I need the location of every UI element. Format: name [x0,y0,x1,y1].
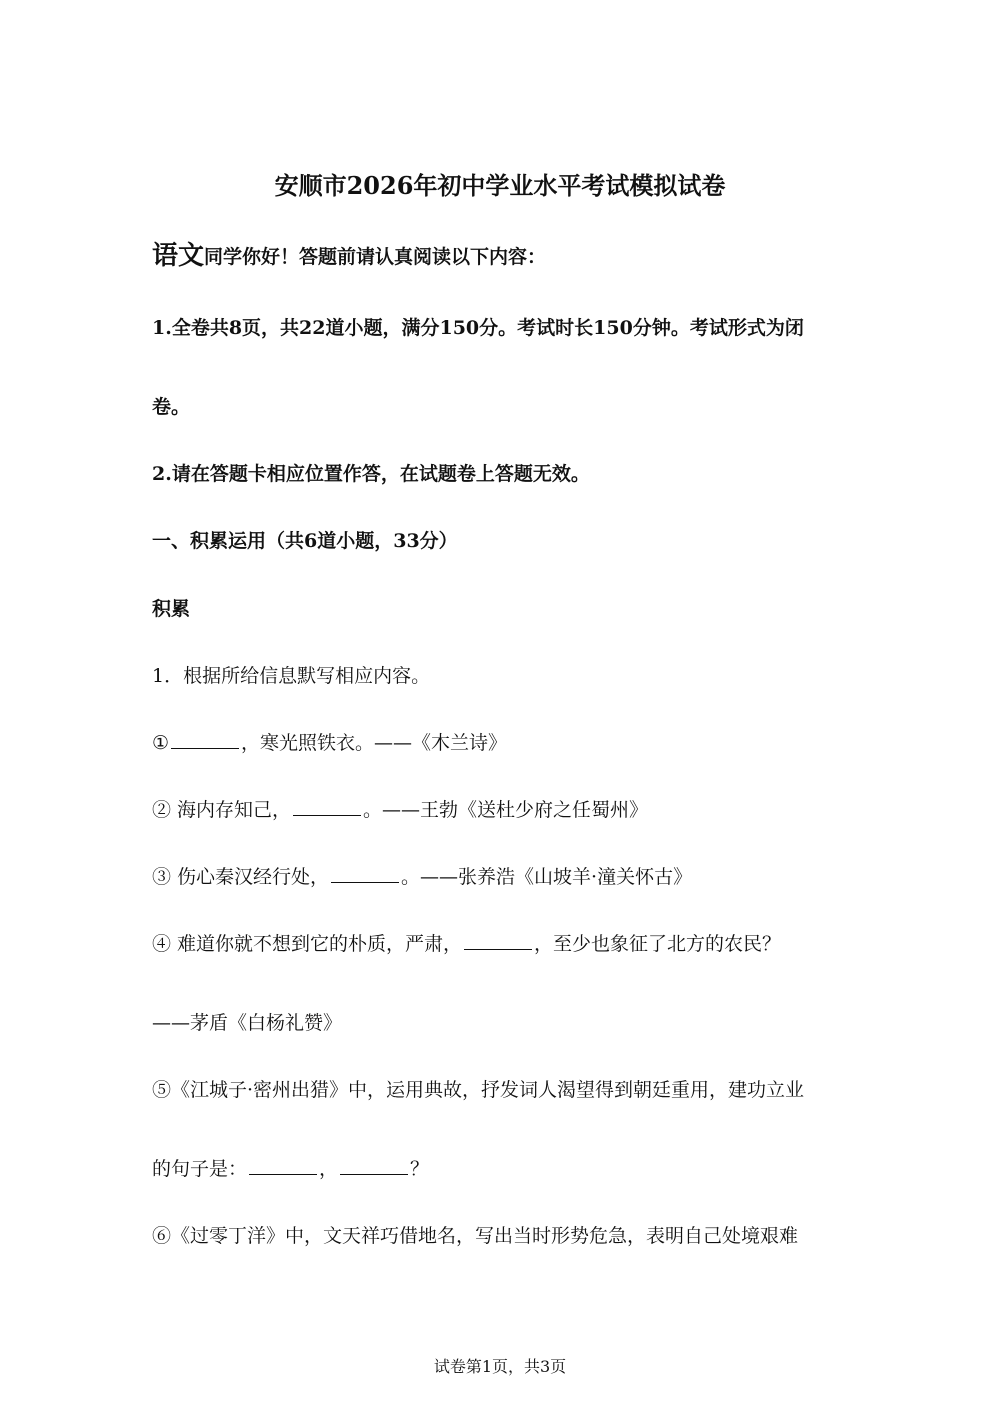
item-2-text-before: ② 海内存知己， [152,799,292,821]
item-5-text-before: 的句子是： [152,1158,248,1180]
answer-blank[interactable] [464,931,532,950]
note-1-line-2: 卷。 [152,396,191,418]
item-1 [152,730,507,756]
item-3-text-before: ③ 伤心秦汉经行处， [152,866,330,888]
item-3 [152,864,692,890]
item-4-text-after: ，至少也象征了北方的农民？ [534,933,782,955]
item-2 [152,797,648,823]
note-1-line-1: 1.全卷共8页，共22道小题，满分150分。考试时长150分钟。考试形式为闭 [152,317,804,339]
item-4 [152,931,781,957]
item-5-text-after: ？ [410,1158,430,1180]
item-5-line-2 [152,1156,429,1182]
item-4-text-before: ④ 难道你就不想到它的朴质，严肃， [152,933,463,955]
exam-title: 安顺市2026年初中学业水平考试模拟试卷 [274,171,726,200]
page-footer: 试卷第1页，共3页 [433,1357,567,1376]
greeting-text: 同学你好！答题前请认真阅读以下内容： [204,246,547,268]
item-5-line-1: ⑤《江城子·密州出猎》中，运用典故，抒发词人渴望得到朝廷重用，建功立业 [152,1079,805,1101]
item-2-text-after: 。——王勃《送杜少府之任蜀州》 [363,799,649,821]
intro-line [152,243,546,270]
note-2: 2.请在答题卡相应位置作答，在试题卷上答题无效。 [152,463,590,485]
answer-blank[interactable] [293,797,361,816]
answer-blank[interactable] [171,730,239,749]
subject-label: 语文 [152,241,205,271]
answer-blank[interactable] [249,1156,317,1175]
item-1-text: ，寒光照铁衣。——《木兰诗》 [241,732,508,754]
answer-blank[interactable] [331,864,399,883]
section-heading: 一、积累运用（共6道小题，33分） [152,530,458,552]
item-1-number: ① [152,732,170,754]
item-4-source: ——茅盾《白杨礼赞》 [152,1012,343,1034]
section-subheading: 积累 [152,598,191,620]
answer-blank[interactable] [340,1156,408,1175]
question-1-stem: 1．根据所给信息默写相应内容。 [152,665,431,687]
item-5-text-mid: ， [319,1158,339,1180]
item-6-line-1: ⑥《过零丁洋》中，文天祥巧借地名，写出当时形势危急，表明自己处境艰难 [152,1225,799,1247]
item-3-text-after: 。——张养浩《山坡羊·潼关怀古》 [401,866,693,888]
